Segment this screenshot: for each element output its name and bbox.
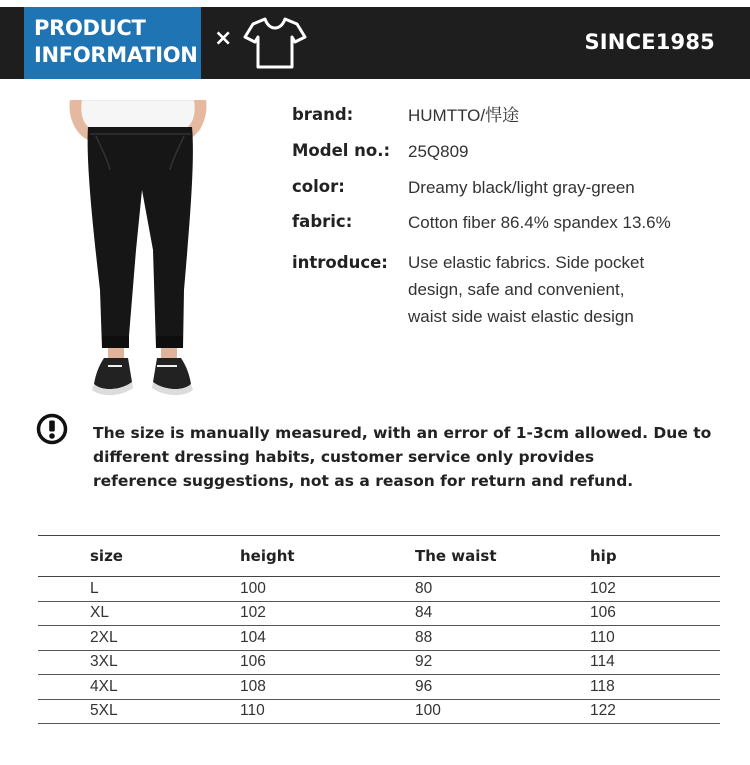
size-cell: L (38, 577, 240, 602)
size-disclaimer (93, 421, 713, 493)
height-cell: 104 (240, 626, 415, 651)
table-row (38, 699, 720, 724)
hip-cell: 102 (590, 577, 720, 602)
table-row (38, 577, 720, 602)
waist-cell: 96 (415, 675, 590, 700)
introduce-line-2: design, safe and convenient, (408, 280, 625, 299)
hip-cell: 106 (590, 601, 720, 626)
color-label: color: (292, 177, 345, 196)
hip-column-header: hip (590, 536, 720, 577)
badge-line-2: INFORMATION (34, 43, 198, 67)
waist-cell: 84 (415, 601, 590, 626)
product-photo (62, 100, 222, 410)
size-cell: 4XL (38, 675, 240, 700)
size-table-header-row (38, 536, 720, 577)
waist-cell: 100 (415, 699, 590, 724)
badge-line-1: PRODUCT (34, 16, 146, 40)
waist-cell: 80 (415, 577, 590, 602)
model-label: Model no.: (292, 141, 391, 160)
size-chart-table (38, 535, 720, 724)
height-cell: 108 (240, 675, 415, 700)
since-slogan: SINCE1985 (584, 30, 715, 54)
disclaimer-line-1: The size is manually measured, with an error of 1-3cm allowed. Due to (93, 424, 712, 442)
size-cell: XL (38, 601, 240, 626)
table-row (38, 650, 720, 675)
waist-column-header: The waist (415, 536, 590, 577)
model-value: 25Q809 (408, 142, 469, 161)
size-cell: 5XL (38, 699, 240, 724)
table-row (38, 626, 720, 651)
height-column-header: height (240, 536, 415, 577)
separator-glyph: × (214, 26, 233, 51)
product-information-badge (24, 7, 201, 79)
waist-cell: 88 (415, 626, 590, 651)
hip-cell: 114 (590, 650, 720, 675)
brand-value: HUMTTO/悍途 (408, 106, 520, 125)
hip-cell: 110 (590, 626, 720, 651)
color-value: Dreamy black/light gray-green (408, 178, 635, 197)
table-row (38, 601, 720, 626)
tshirt-icon (243, 15, 307, 71)
fabric-value: Cotton fiber 86.4% spandex 13.6% (408, 213, 671, 232)
size-column-header: size (38, 536, 240, 577)
size-cell: 3XL (38, 650, 240, 675)
disclaimer-line-3: reference suggestions, not as a reason for return and refund. (93, 472, 634, 490)
height-cell: 100 (240, 577, 415, 602)
introduce-line-3: waist side waist elastic design (408, 307, 634, 326)
introduce-line-1: Use elastic fabrics. Side pocket (408, 253, 645, 272)
table-row (38, 675, 720, 700)
disclaimer-line-2: different dressing habits, customer service only provides (93, 448, 595, 466)
height-cell: 110 (240, 699, 415, 724)
hip-cell: 118 (590, 675, 720, 700)
introduce-label: introduce: (292, 253, 388, 272)
height-cell: 102 (240, 601, 415, 626)
brand-label: brand: (292, 105, 354, 124)
fabric-label: fabric: (292, 212, 353, 231)
size-cell: 2XL (38, 626, 240, 651)
height-cell: 106 (240, 650, 415, 675)
hip-cell: 122 (590, 699, 720, 724)
exclamation-circle-icon (36, 413, 68, 445)
waist-cell: 92 (415, 650, 590, 675)
